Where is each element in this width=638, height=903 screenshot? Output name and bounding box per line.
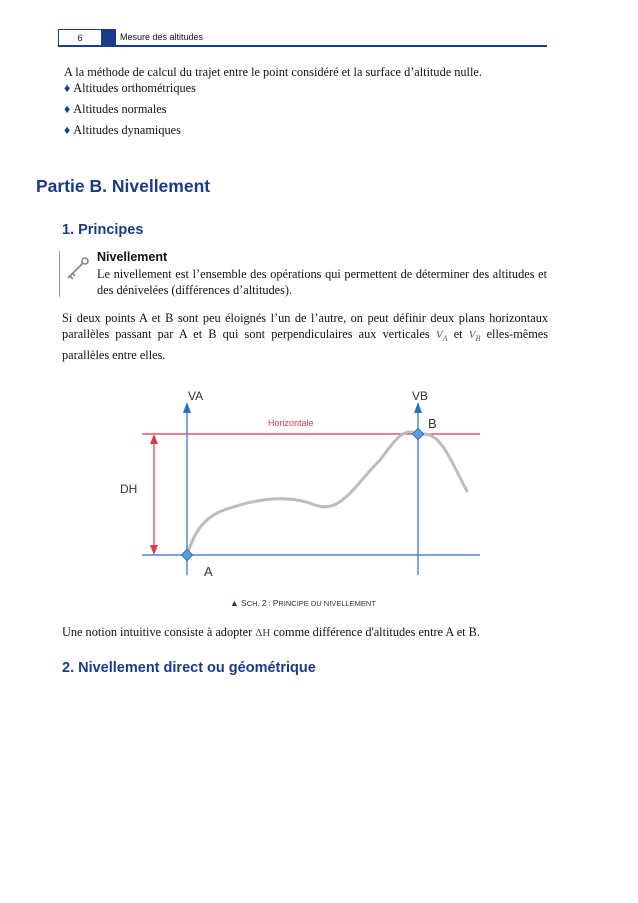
va-symbol: $V_A$ — [435, 329, 448, 344]
part-title: Partie B. Nivellement — [36, 176, 211, 196]
diamond-icon: ♦ — [64, 81, 71, 95]
header-accent-bar — [102, 29, 116, 46]
principle-paragraph — [62, 310, 548, 363]
paragraph-text: Si deux points A et B sont peu éloignés l’un de l’autre, on peut définir deux plans horizontaux parallèles passant par A et B qui sont perpendiculaires aux verticales — [62, 311, 548, 341]
paragraph-text-end: elles-mêmes parallèles entre elles. — [62, 327, 549, 363]
paragraph-and: et — [453, 327, 463, 341]
diamond-icon: ♦ — [64, 123, 71, 137]
leveling-diagram — [120, 380, 500, 590]
header-rule — [58, 45, 547, 47]
header-title: Mesure des altitudes — [120, 32, 204, 42]
figure-caption: ▲ SCH. 2 : PRINCIPE DU NIVELLEMENT — [230, 598, 376, 608]
notion-paragraph: Une notion intuitive consiste à adopter ΔH comme différence d'altitudes entre A et B. — [62, 625, 480, 639]
bullet-item — [64, 80, 196, 96]
definition-title: Nivellement — [97, 250, 168, 264]
page-number: 6 — [58, 29, 102, 46]
arrow-va — [183, 402, 191, 413]
intro-line: A la méthode de calcul du trajet entre le point considéré et la surface d’altitude nulle. — [64, 65, 482, 79]
vb-label: VB — [412, 389, 429, 403]
bullet-text: Altitudes dynamiques — [73, 123, 181, 137]
bullet-item — [64, 122, 181, 138]
key-icon — [64, 256, 90, 287]
definition-rule — [59, 251, 60, 297]
arrow-vb — [414, 402, 422, 413]
delta-h-symbol: ΔH — [255, 627, 271, 639]
section-title: 1. Principes — [62, 222, 144, 238]
point-a-label: A — [204, 564, 213, 579]
dh-label: DH — [120, 482, 138, 496]
terrain-profile — [187, 432, 467, 555]
dh-arrow-top — [150, 434, 158, 444]
triangle-icon: ▲ — [230, 598, 239, 608]
vb-symbol: $V_B$ — [468, 329, 481, 344]
point-b-label: B — [428, 416, 437, 431]
bullet-item — [64, 101, 167, 117]
section-title: 2. Nivellement direct ou géométrique — [62, 660, 316, 676]
point-a-marker — [181, 549, 192, 560]
bullet-text: Altitudes normales — [73, 102, 167, 116]
point-b-marker — [412, 428, 423, 439]
va-label: VA — [188, 389, 204, 403]
definition-text: Le nivellement est l’ensemble des opérations qui permettent de déterminer des altitudes et des dénivelées (différences d’altitudes). — [97, 267, 547, 297]
bullet-text: Altitudes orthométriques — [73, 81, 196, 95]
dh-arrow-bottom — [150, 545, 158, 555]
diamond-icon: ♦ — [64, 102, 71, 116]
horizontal-label: Horizontale — [268, 418, 314, 428]
